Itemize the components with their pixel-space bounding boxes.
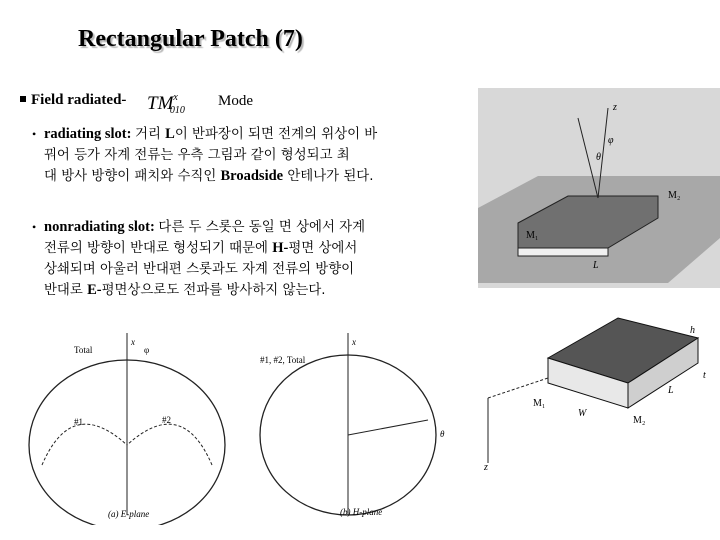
bold-term: L bbox=[165, 126, 175, 142]
bullet-line: 대 방사 방향이 패치와 수직인 Broadside 안테나가 된다. bbox=[44, 168, 374, 184]
m2-geom-label: M₂ bbox=[633, 415, 646, 426]
l-label: L bbox=[593, 260, 599, 271]
ground-edge-left bbox=[488, 378, 548, 398]
bullet-lead: nonradiating slot: bbox=[44, 219, 159, 235]
eplane-slot1-curve bbox=[42, 424, 127, 465]
bold-term: Broadside bbox=[220, 168, 284, 184]
eplane-slot2-curve bbox=[127, 424, 212, 465]
field-label: Field radiated- bbox=[31, 92, 127, 108]
radiating-slot-figure bbox=[478, 88, 720, 288]
bullet-line: radiating slot: 거리 L이 반파장이 되면 전계의 위상이 바 bbox=[44, 126, 378, 142]
eplane-x-label: x bbox=[131, 337, 135, 347]
eplane-phi-label: φ bbox=[144, 345, 150, 355]
field-radiated-line bbox=[20, 92, 126, 109]
bold-term: E- bbox=[87, 282, 102, 298]
h-label: h bbox=[690, 325, 695, 336]
tm-mode-symbol bbox=[147, 92, 185, 116]
bullet-lead: radiating slot: bbox=[44, 126, 136, 142]
z-geom-label: z bbox=[484, 462, 488, 473]
bullet-dot-icon: • bbox=[32, 220, 37, 234]
bullet-dot-icon: • bbox=[32, 127, 37, 141]
m1-geom-label: M₁ bbox=[533, 398, 546, 409]
eplane-total-label: Total bbox=[74, 345, 93, 355]
hplane-caption: (b) H-plane bbox=[340, 507, 383, 517]
z-label: z bbox=[613, 102, 617, 113]
eplane-slot1-label: #1 bbox=[74, 417, 83, 427]
l-geom-label: L bbox=[668, 385, 674, 396]
hplane-x-label: x bbox=[352, 337, 356, 347]
phi-label: φ bbox=[608, 135, 614, 146]
tm-subscript: 010 bbox=[169, 105, 185, 116]
tm-superscript: x bbox=[173, 92, 178, 103]
m1-label: M₁ bbox=[526, 230, 539, 241]
patch-geometry-figure bbox=[478, 298, 720, 473]
t-label: t bbox=[703, 370, 706, 381]
slide-title: Rectangular Patch (7) bbox=[78, 26, 303, 52]
patch-side bbox=[518, 248, 608, 256]
mode-label: Mode bbox=[218, 93, 253, 109]
bullet-line: 반대로 E-평면상으로도 전파를 방사하지 않는다. bbox=[44, 282, 326, 298]
hplane-pattern-figure bbox=[248, 325, 474, 525]
eplane-pattern-figure bbox=[12, 325, 244, 525]
theta-label: θ bbox=[596, 152, 601, 163]
bullet-nonradiating-slot bbox=[32, 217, 504, 301]
hplane-total-label: #1, #2, Total bbox=[260, 355, 306, 365]
w-label: W bbox=[578, 408, 587, 419]
bullet-line: nonradiating slot: 다른 두 스롯은 동일 면 상에서 자계 bbox=[44, 219, 366, 235]
bold-term: H- bbox=[272, 240, 289, 256]
tm-symbol: TM bbox=[147, 93, 174, 114]
bullet-line: 상쇄되며 아울러 반대편 스롯과도 자계 전류의 방향이 bbox=[44, 262, 355, 277]
eplane-caption: (a) E-plane bbox=[108, 509, 150, 519]
bullet-line: 꿔어 등가 자계 전류는 우측 그림과 같이 형성되고 최 bbox=[44, 148, 350, 163]
eplane-slot2-label: #2 bbox=[162, 415, 171, 425]
bullet-line: 전류의 방향이 반대로 형성되기 때문에 H-평면 상에서 bbox=[44, 240, 358, 256]
hplane-theta-line bbox=[348, 420, 428, 435]
hplane-theta-label: θ bbox=[440, 429, 445, 439]
m2-label: M₂ bbox=[668, 190, 681, 201]
bullet-radiating-slot bbox=[32, 124, 504, 187]
square-bullet-icon bbox=[20, 96, 26, 102]
